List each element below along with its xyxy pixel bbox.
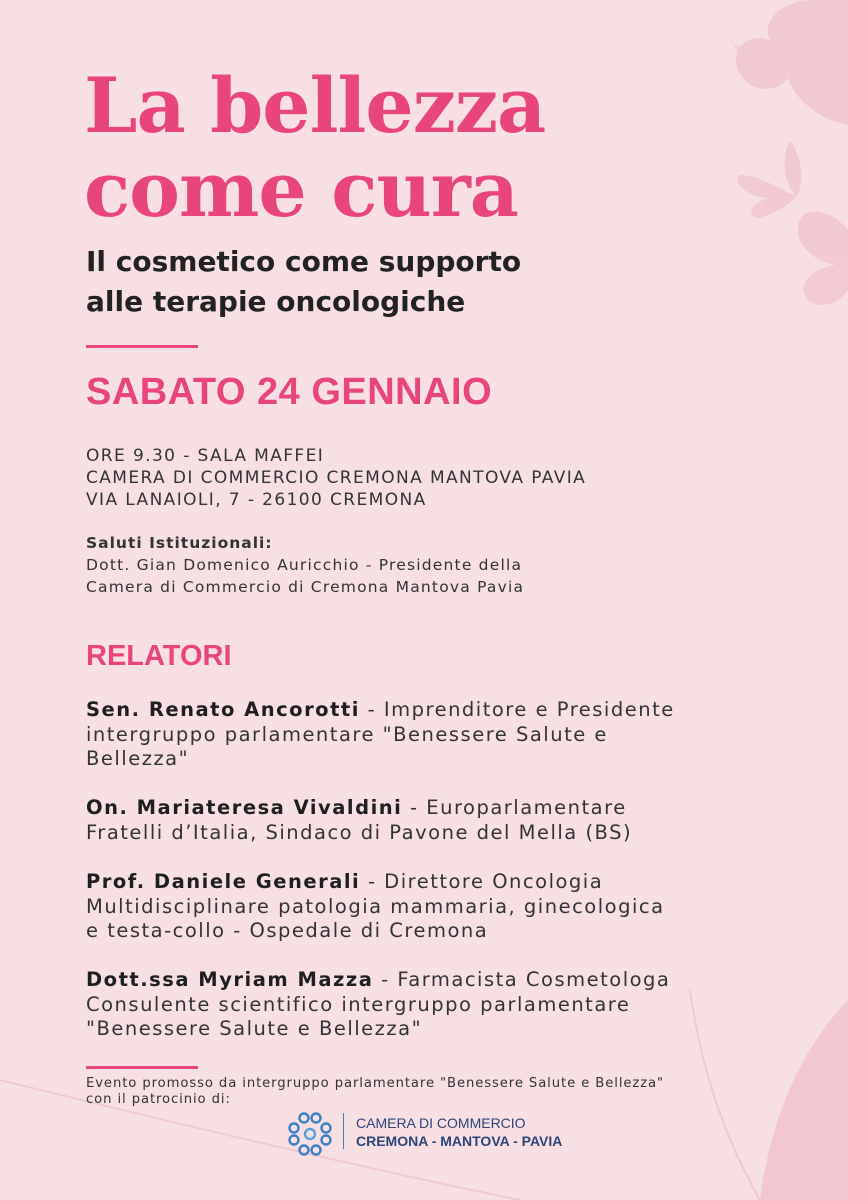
speaker-item: [86, 698, 786, 772]
event-title-line2: come cura: [84, 145, 519, 234]
greetings-line2: Camera di Commercio di Cremona Mantova Pavia: [86, 578, 525, 596]
footer-line1: Evento promosso da intergruppo parlamentare "Benessere Salute e Bellezza": [86, 1076, 664, 1091]
venue-address: VIA LANAIOLI, 7 - 26100 CREMONA: [86, 490, 427, 510]
footer-line2: con il patrocinio di:: [86, 1092, 231, 1107]
divider-bottom: [86, 1066, 198, 1069]
logo-line2: CREMONA - MANTOVA - PAVIA: [356, 1133, 563, 1149]
event-title-line1: La bellezza: [84, 61, 546, 150]
footer-note: [86, 1076, 664, 1108]
speaker-role-line: Fratelli d’Italia, Sindaco di Pavone del Mella (BS): [86, 820, 633, 844]
event-title: [84, 61, 546, 234]
speaker-name: Dott.ssa Myriam Mazza: [86, 968, 374, 991]
speaker-item: [86, 968, 786, 1042]
logo-divider: [343, 1113, 344, 1149]
event-subtitle-line1: Il cosmetico come supporto: [86, 245, 522, 278]
speaker-item: [86, 796, 786, 845]
speakers-heading: RELATORI: [86, 640, 232, 672]
speaker-role-line: intergruppo parlamentare "Benessere Salute e: [86, 722, 608, 746]
speaker-role-line: "Benessere Salute e Bellezza": [86, 1017, 423, 1040]
event-date: SABATO 24 GENNAIO: [86, 371, 493, 413]
logo-text: [356, 1114, 562, 1150]
speaker-role: - Europarlamentare: [402, 796, 627, 819]
speaker-role: - Imprenditore e Presidente: [359, 698, 675, 721]
greetings-line1: Dott. Gian Domenico Auricchio - Presidente della: [86, 556, 523, 574]
speaker-name: Sen. Renato Ancorotti: [86, 698, 360, 721]
speaker-name: On. Mariateresa Vivaldini: [86, 796, 403, 819]
divider-top: [86, 345, 198, 348]
event-subtitle: [86, 242, 521, 322]
venue-organization: CAMERA DI COMMERCIO CREMONA MANTOVA PAVIA: [86, 468, 587, 488]
butterfly-icon-large: [798, 211, 848, 305]
venue-time-room: ORE 9.30 - SALA MAFFEI: [86, 446, 325, 466]
speaker-role: - Direttore Oncologia: [360, 870, 604, 893]
butterfly-icon-small: [738, 140, 802, 218]
event-subtitle-line2: alle terapie oncologiche: [86, 285, 466, 318]
logo-line1: CAMERA DI COMMERCIO: [356, 1115, 526, 1131]
venue-info: [86, 445, 586, 511]
speaker-role-line: Consulente scientifico intergruppo parlamentare: [86, 992, 631, 1016]
speaker-item: [86, 870, 786, 944]
speaker-role: - Farmacista Cosmetologa: [373, 968, 671, 991]
speaker-name: Prof. Daniele Generali: [86, 870, 361, 893]
institutional-greetings: [86, 532, 524, 598]
speaker-role-line: Multidisciplinare patologia mammaria, ginecologica: [86, 894, 665, 918]
speaker-role-line: Bellezza": [86, 747, 190, 770]
greetings-heading: Saluti Istituzionali:: [86, 534, 273, 552]
speaker-role-line: e testa-collo - Ospedale di Cremona: [86, 919, 489, 942]
